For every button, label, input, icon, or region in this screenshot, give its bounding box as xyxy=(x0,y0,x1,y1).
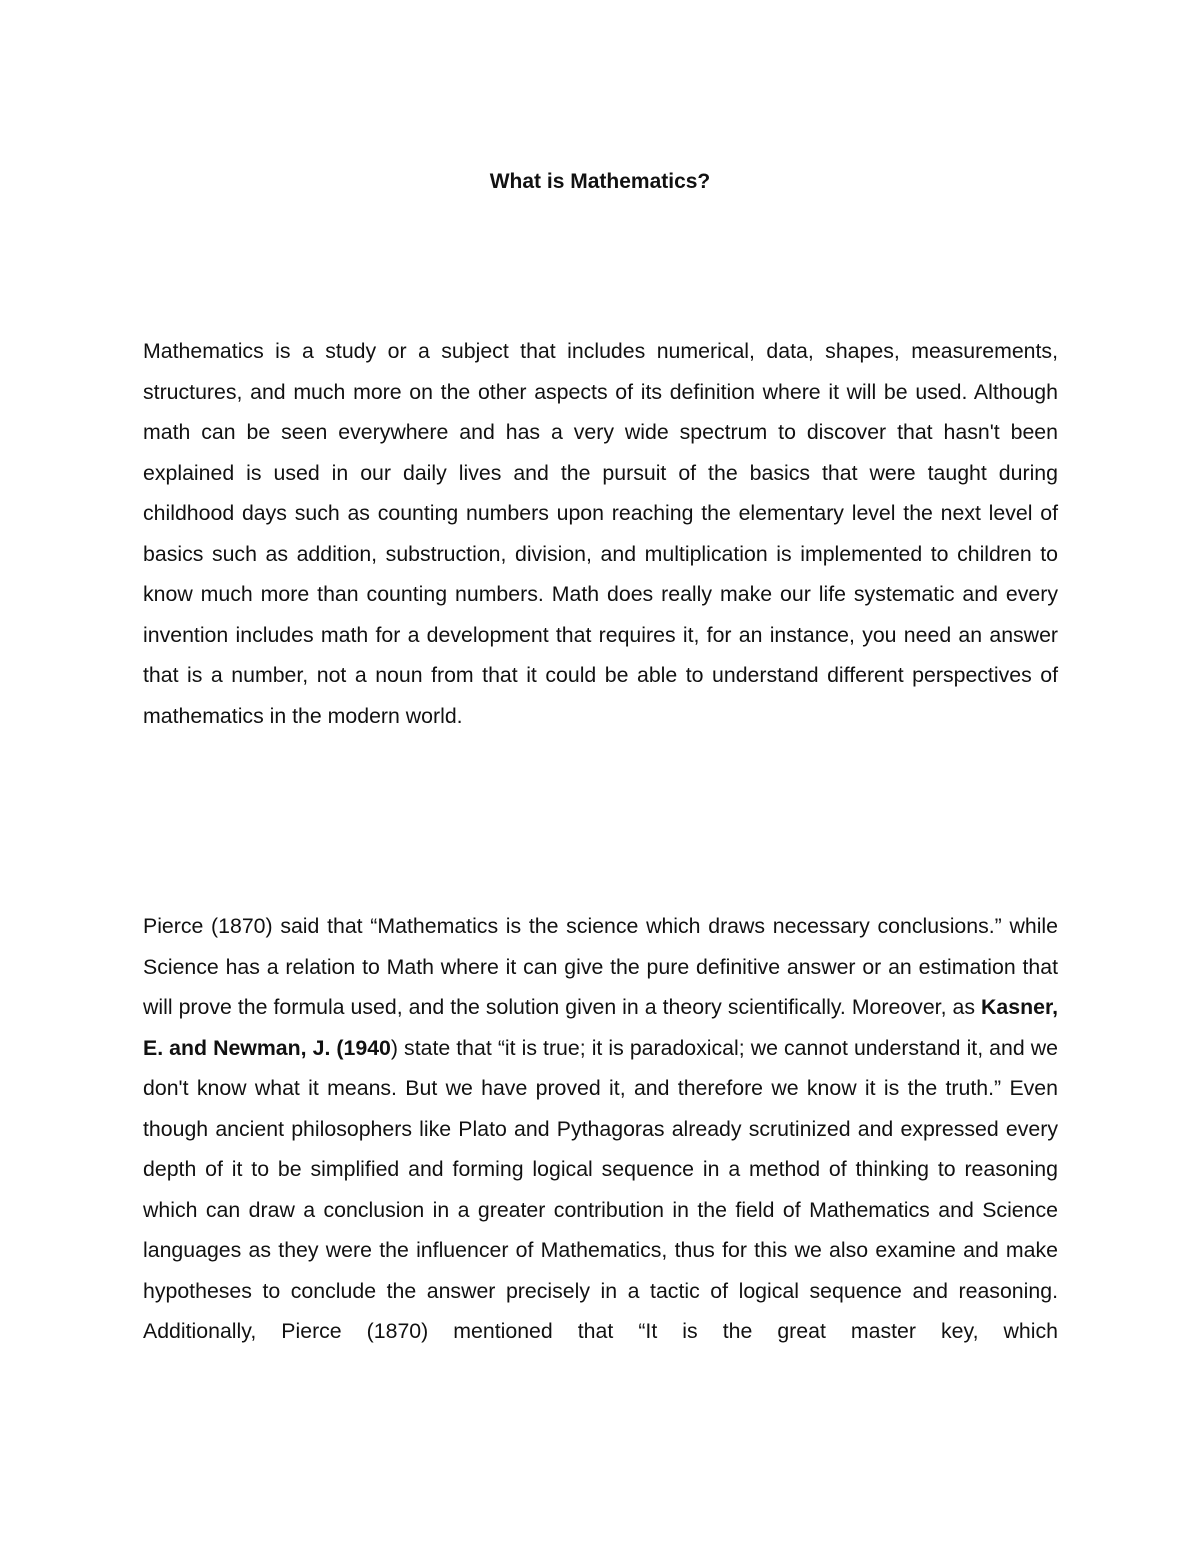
paragraph-quotes xyxy=(143,906,1058,1352)
paragraph-text: Pierce (1870) said that “Mathematics is the science which draws necessary conclusions.” while Science has a relation to Math where it can give the pure definitive answer or an estimation that will prove the formula used, and the solution given in a theory scientifically. Moreover, as xyxy=(143,914,1058,1019)
page-title: What is Mathematics? xyxy=(489,170,711,193)
citation-authors: Kasner, E. and Newman, J. ( xyxy=(143,995,1058,1060)
paragraph-text-continued: ) state that “it is true; it is paradoxical; we cannot understand it, and we don't know what it means. But we have proved it, and therefore we know it is the truth.” Even though ancient philosophers like Plato and Pythagoras already scrutinized and expressed every depth of it to be simplified and forming logical sequence in a method of thinking to reasoning which can draw a conclusion in a greater contribution in the field of Mathematics and Science languages as they were the influencer of Mathematics, thus for this we also examine and make hypotheses to conclude the answer precisely in a tactic of logical sequence and reasoning. Additionally, Pierce (1870) mentioned that “It is the great master key, which xyxy=(143,1035,1058,1343)
citation-year: 1940 xyxy=(343,1035,391,1060)
paragraph-definition: Mathematics is a study or a subject that includes numerical, data, shapes, measurements, structures, and much more on the other aspects of its definition where it will be used. Although math can be seen everywhere and has a very wide spectrum to discover that hasn't been explained is used in our daily lives and the pursuit of the basics that were taught during childhood days such as counting numbers upon reaching the elementary level the next level of basics such as addition, substruction, division, and multiplication is implemented to children to know much more than counting numbers. Math does really make our life systematic and every invention includes math for a development that requires it, for an instance, you need an answer that is a number, not a noun from that it could be able to understand different perspectives of mathematics in the modern world. xyxy=(143,339,1058,728)
